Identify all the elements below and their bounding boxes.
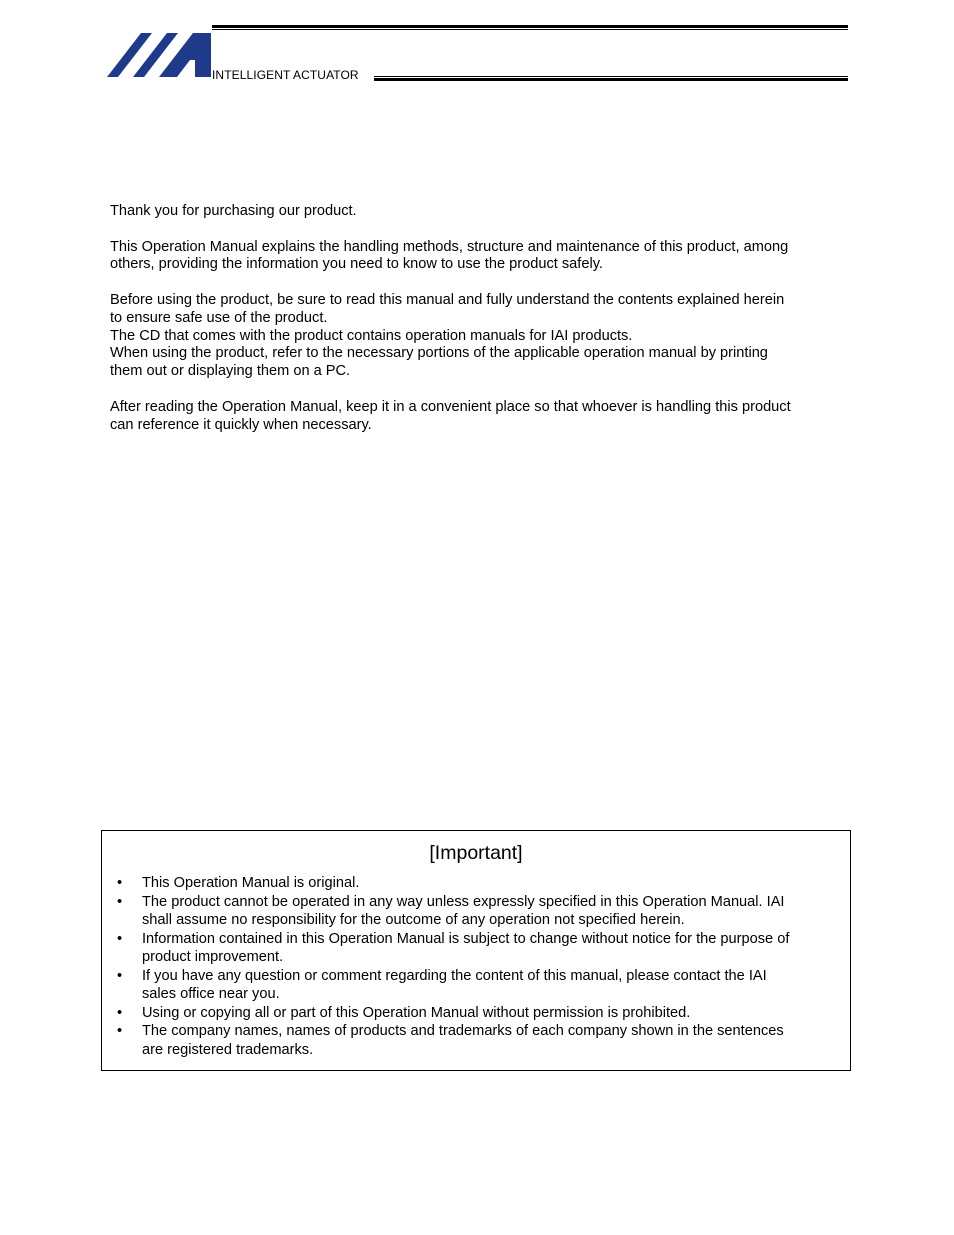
important-item <box>102 1022 850 1059</box>
page-header <box>0 0 954 90</box>
intro-paragraph <box>110 239 850 275</box>
important-item <box>102 967 850 1004</box>
text-line: Before using the product, be sure to read this manual and fully understand the contents explained herein <box>110 291 785 308</box>
text-line: After reading the Operation Manual, keep it in a convenient place so that whoever is handling this product <box>110 398 791 415</box>
important-title: [Important] <box>429 842 523 864</box>
important-list <box>102 874 850 1059</box>
text-line: This Operation Manual explains the handling methods, structure and maintenance of this product, among <box>110 238 789 255</box>
intro-paragraph <box>110 203 850 221</box>
text-line: This Operation Manual is original. <box>142 875 360 891</box>
text-line: shall assume no responsibility for the outcome of any operation not specified herein. <box>142 912 685 928</box>
company-name: INTELLIGENT ACTUATOR <box>212 68 359 82</box>
intro-paragraph <box>110 292 850 381</box>
important-notice-box <box>101 830 851 1071</box>
text-line: When using the product, refer to the necessary portions of the applicable operation manual by printing <box>110 345 768 362</box>
important-item <box>102 874 850 893</box>
text-line: to ensure safe use of the product. <box>110 309 328 326</box>
text-line: others, providing the information you need to know to use the product safely. <box>110 256 603 273</box>
important-item <box>102 893 850 930</box>
header-bottom-rule <box>374 76 848 81</box>
important-item <box>102 1004 850 1023</box>
text-line: The company names, names of products and trademarks of each company shown in the sentences <box>142 1023 784 1039</box>
text-line: can reference it quickly when necessary. <box>110 416 372 433</box>
important-item <box>102 930 850 967</box>
text-line: Thank you for purchasing our product. <box>110 203 357 219</box>
text-line: If you have any question or comment regarding the content of this manual, please contact the IAI <box>142 967 767 984</box>
text-line: The product cannot be operated in any way unless expressly specified in this Operation Manual. IAI <box>142 893 785 910</box>
header-top-rule <box>212 25 848 30</box>
iai-logo-icon <box>107 33 211 77</box>
intro-text <box>110 203 850 452</box>
intro-paragraph <box>110 399 850 435</box>
text-line: product improvement. <box>142 949 284 965</box>
text-line: sales office near you. <box>142 986 280 1002</box>
text-line: Information contained in this Operation Manual is subject to change without notice for the purpose of <box>142 930 790 947</box>
text-line: Using or copying all or part of this Operation Manual without permission is prohibited. <box>142 1004 691 1021</box>
text-line: are registered trademarks. <box>142 1041 314 1058</box>
text-line: The CD that comes with the product contains operation manuals for IAI products. <box>110 327 633 344</box>
text-line: them out or displaying them on a PC. <box>110 363 351 380</box>
